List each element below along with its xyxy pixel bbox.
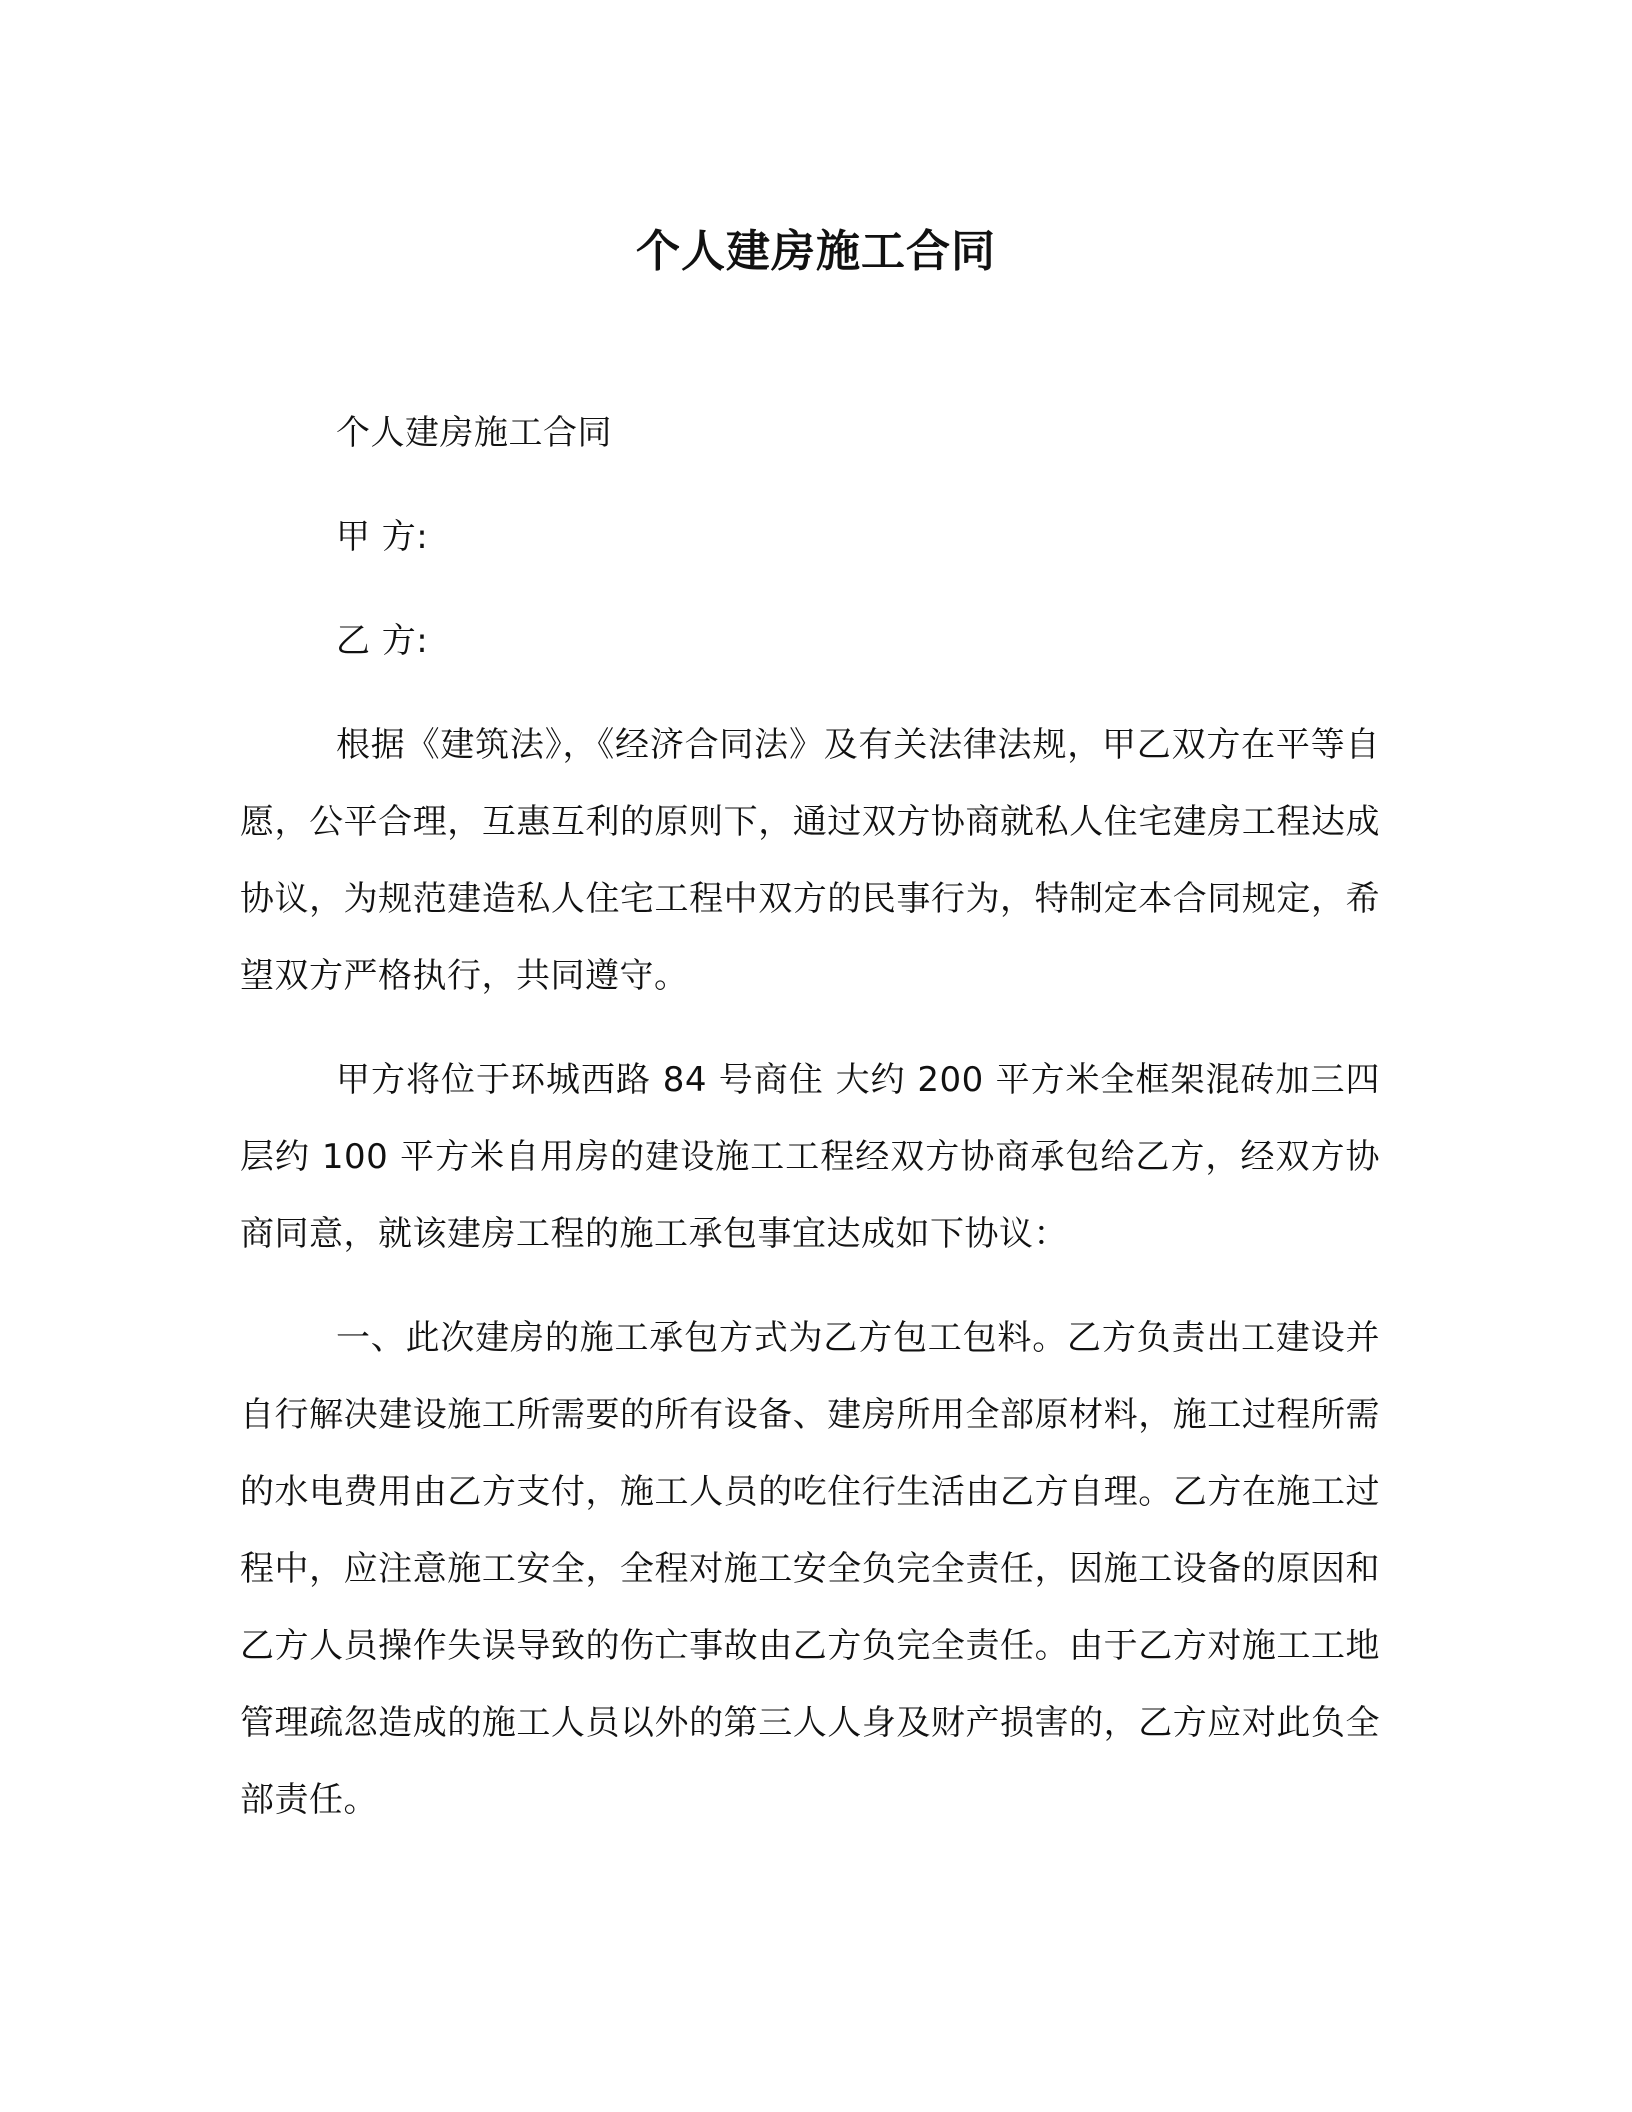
party-a-line: 甲 方: (336, 517, 429, 557)
party-b-line: 乙 方: (336, 621, 429, 661)
paragraph-project-scope: 甲方将位于环城西路 84 号商住 大约 200 平方米全框架混砖加三四层约 100 平方米自用房的建设施工工程经双方协商承包给乙方，经双方协商同意，就该建房工程的施工承包事宜达成如下协议： (240, 1060, 1380, 1254)
document-body (240, 395, 1380, 1866)
document-subtitle: 个人建房施工合同 (336, 413, 612, 453)
paragraph-preamble: 根据《建筑法》，《经济合同法》及有关法律法规，甲乙双方在平等自愿，公平合理，互惠互利的原则下，通过双方协商就私人住宅建房工程达成协议，为规范建造私人住宅工程中双方的民事行为，特制定本合同规定，希望双方严格执行，共同遵守。 (240, 725, 1380, 996)
document-title: 个人建房施工合同 (636, 226, 996, 277)
paragraph-clause-1: 一、此次建房的施工承包方式为乙方包工包料。乙方负责出工建设并自行解决建设施工所需要的所有设备、建房所用全部原材料，施工过程所需的水电费用由乙方支付，施工人员的吃住行生活由乙方自理。乙方在施工过程中，应注意施工安全，全程对施工安全负完全责任，因施工设备的原因和乙方人员操作失误导致的伤亡事故由乙方负完全责任。由于乙方对施工工地管理疏忽造成的施工人员以外的第三人人身及财产损害的，乙方应对此负全部责任。 (240, 1318, 1380, 1820)
